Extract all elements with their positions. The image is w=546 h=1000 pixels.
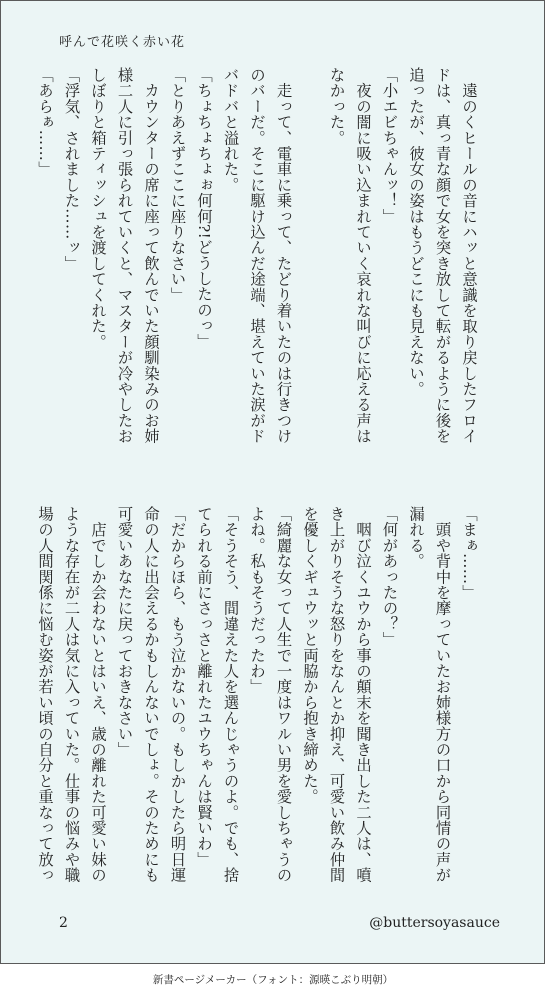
text-line: しぼりと箱ティッシュを渡してくれた。 xyxy=(89,67,107,350)
text-line: 「まぁ……」 xyxy=(460,506,478,601)
running-title: 呼んで花咲く赤い花 xyxy=(59,35,186,50)
text-line: カウンターの席に座って飲んでいた顔馴染みのお姉 xyxy=(142,67,160,444)
text-line: ような存在が二人は気に入っていた。仕事の悩みや職 xyxy=(62,506,81,883)
text-line: き上がりそうな怒りをなんとか抑え、可愛い飲み仲間 xyxy=(327,506,346,883)
page-number: 2 xyxy=(59,915,68,931)
text-line: ドは、真っ青な顔で女を突き放して転がるように後を xyxy=(433,67,452,444)
text-line: バドバと溢れた。 xyxy=(221,67,240,193)
text-line: 「浮気、されました……ッ」 xyxy=(62,67,81,272)
text-block-top xyxy=(32,67,483,472)
text-line: 夜の闇に吸い込まれていく哀れな叫びに応える声は xyxy=(354,67,372,444)
text-line: 遠のくヒールの音にハッと意識を取り戻したフロイ xyxy=(460,67,478,444)
text-line: 店でしか会わないとはいえ、歳の離れた可愛い妹の xyxy=(89,506,107,883)
text-line: 様二人に引っ張られていくと、マスターが冷やしたお xyxy=(115,67,134,444)
text-line: を優しくギュウッと両脇から抱き締めた。 xyxy=(301,506,319,805)
text-line: 「綺麗な女って人生で一度はワルい男を愛しちゃうの xyxy=(274,506,293,883)
text-line xyxy=(297,67,324,472)
text-line: 場の人間関係に悩む姿が若い頃の自分と重なって放っ xyxy=(36,506,54,883)
text-line: 「小エビちゃんッ！」 xyxy=(380,67,399,224)
text-line: のバーだ。そこに駆け込んだ途端、堪えていた涙がド xyxy=(248,67,266,444)
text-line: 漏れる。 xyxy=(407,506,425,569)
text-line: 頭や背中を摩っていたお姉様方の口から同情の声が xyxy=(433,506,452,883)
text-line: 走って、電車に乗って、たどり着いたのは行きつけ xyxy=(274,67,293,444)
text-line: 咽び泣くユウから事の顛末を聞き出した二人は、噴 xyxy=(354,506,372,883)
author-handle: @buttersoyasauce xyxy=(369,915,500,931)
text-line: 「そうそう、間違えた人を選んじゃうのよ。でも、捨 xyxy=(221,506,240,883)
text-line: 命の人に出会えるかもしんないでしょ。そのためにも xyxy=(142,506,160,883)
text-line: 「だからほら、もう泣かないの。もしかしたら明日運 xyxy=(168,506,187,883)
text-line: 「あらぁ……」 xyxy=(36,67,54,177)
text-line: なかった。 xyxy=(327,67,346,146)
text-block-bottom xyxy=(32,506,483,911)
text-line: 「とりあえずここに座りなさい」 xyxy=(168,67,187,303)
text-line: 可愛いあなたに戻っておきなさい」 xyxy=(115,506,134,758)
text-line: てられる前にさっさと離れたユウちゃんは賢いわ」 xyxy=(195,506,213,868)
text-line: よね。私もそうだったわ」 xyxy=(248,506,266,695)
generator-credit: 新書ページメーカー（フォント：源暎こぶり明朝） xyxy=(152,974,394,986)
text-line: 「ちょちょちょぉ何何?!どうしたのっ」 xyxy=(195,67,213,350)
text-line: 「何があったの？」 xyxy=(380,506,399,648)
text-line: 追ったが、彼女の姿はもうどこにも見えない。 xyxy=(407,67,425,397)
